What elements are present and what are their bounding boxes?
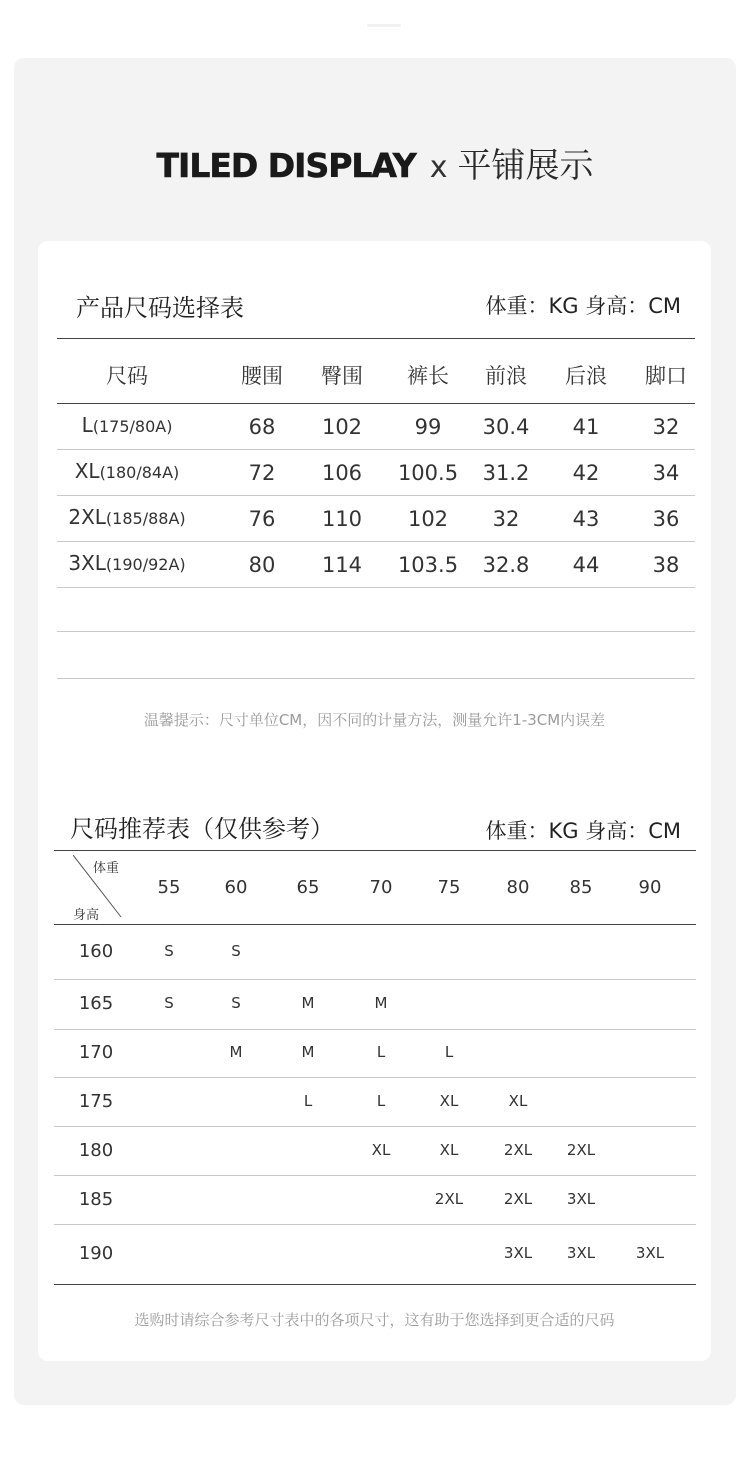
table-rule bbox=[57, 338, 695, 339]
measure-cell: 43 bbox=[572, 507, 600, 531]
size-cell bbox=[68, 551, 185, 575]
size-label: 2XL bbox=[68, 505, 106, 529]
row-divider bbox=[57, 678, 695, 679]
measure-cell: 80 bbox=[248, 553, 276, 577]
measure-cell: 114 bbox=[321, 553, 363, 577]
size-cell bbox=[82, 413, 173, 437]
row-divider bbox=[54, 1077, 696, 1078]
top-decoration bbox=[367, 24, 401, 27]
size-recommendation: 2XL bbox=[434, 1189, 464, 1208]
measure-cell: 102 bbox=[321, 415, 363, 439]
measure-cell: 30.4 bbox=[482, 415, 530, 439]
measure-cell: 44 bbox=[572, 553, 600, 577]
size-recommendation: 2XL bbox=[503, 1189, 533, 1208]
weight-header: 55 bbox=[157, 877, 181, 898]
table-rule bbox=[57, 403, 695, 404]
measure-cell: 72 bbox=[248, 461, 276, 485]
row-divider bbox=[57, 495, 695, 496]
column-header: 前浪 bbox=[485, 364, 527, 388]
measure-cell: 38 bbox=[652, 553, 680, 577]
rec-table-note: 选购时请综合参考尺寸表中的各项尺寸，这有助于您选择到更合适的尺码 bbox=[134, 1311, 615, 1329]
column-header: 腰围 bbox=[241, 364, 283, 388]
size-spec: (180/84A) bbox=[99, 463, 180, 482]
size-recommendation: S bbox=[164, 994, 174, 1012]
size-table-title: 产品尺码选择表 bbox=[76, 294, 244, 322]
banner-x: x bbox=[429, 150, 448, 185]
size-recommendation: 3XL bbox=[566, 1189, 596, 1208]
size-recommendation: M bbox=[374, 994, 388, 1012]
size-label: XL bbox=[74, 459, 100, 483]
measure-cell: 103.5 bbox=[397, 553, 459, 577]
banner-chinese: 平铺展示 bbox=[457, 146, 594, 186]
row-divider bbox=[54, 1029, 696, 1030]
measure-cell: 36 bbox=[652, 507, 680, 531]
height-cell: 165 bbox=[78, 993, 114, 1014]
height-cell: 190 bbox=[78, 1243, 114, 1264]
size-recommendation: 2XL bbox=[503, 1140, 533, 1159]
row-divider bbox=[54, 979, 696, 980]
corner-weight-label: 体重 bbox=[93, 861, 120, 876]
size-label: 3XL bbox=[68, 551, 106, 575]
measure-cell: 99 bbox=[414, 415, 442, 439]
banner bbox=[0, 138, 750, 188]
measure-cell: 106 bbox=[321, 461, 363, 485]
banner-english: TILED DISPLAY bbox=[156, 146, 416, 185]
measure-cell: 31.2 bbox=[482, 461, 530, 485]
size-recommendation: 3XL bbox=[503, 1244, 533, 1262]
size-recommendation: M bbox=[301, 994, 315, 1012]
size-recommendation: XL bbox=[439, 1140, 459, 1159]
size-recommendation: 3XL bbox=[566, 1244, 596, 1262]
measure-cell: 32 bbox=[492, 507, 520, 531]
size-recommendation: S bbox=[164, 941, 174, 960]
measure-cell: 102 bbox=[407, 507, 449, 531]
column-header: 脚口 bbox=[645, 364, 687, 388]
weight-header: 80 bbox=[506, 877, 530, 898]
size-recommendation: L bbox=[444, 1043, 454, 1061]
weight-header: 75 bbox=[437, 877, 461, 898]
measure-cell: 41 bbox=[572, 415, 600, 439]
measure-cell: 42 bbox=[572, 461, 600, 485]
column-header: 后浪 bbox=[565, 364, 607, 388]
measure-cell: 100.5 bbox=[397, 461, 459, 485]
rec-table-units: 体重：KG 身高：CM bbox=[485, 819, 681, 843]
column-header: 裤长 bbox=[407, 364, 449, 388]
row-divider bbox=[54, 1126, 696, 1127]
size-label: L bbox=[81, 413, 93, 437]
size-spec: (175/80A) bbox=[92, 417, 173, 436]
height-cell: 160 bbox=[78, 940, 114, 962]
size-recommendation: XL bbox=[371, 1140, 391, 1159]
size-recommendation: XL bbox=[508, 1091, 528, 1110]
corner-height-label: 身高 bbox=[73, 908, 100, 923]
size-recommendation: 3XL bbox=[635, 1244, 665, 1262]
weight-header: 85 bbox=[569, 877, 593, 898]
height-cell: 175 bbox=[78, 1090, 114, 1112]
measure-cell: 34 bbox=[652, 461, 680, 485]
size-table-note: 温馨提示：尺寸单位CM，因不同的计量方法，测量允许1-3CM内误差 bbox=[143, 711, 606, 729]
table-rule bbox=[54, 1284, 696, 1285]
row-divider bbox=[54, 1224, 696, 1225]
column-header: 尺码 bbox=[106, 364, 148, 388]
table-rule bbox=[54, 924, 696, 925]
height-cell: 180 bbox=[78, 1139, 114, 1161]
size-cell bbox=[68, 505, 185, 529]
size-spec: (185/88A) bbox=[105, 509, 186, 528]
column-header: 臀围 bbox=[321, 364, 363, 388]
size-recommendation: 2XL bbox=[566, 1140, 596, 1159]
height-cell: 185 bbox=[78, 1188, 114, 1210]
size-recommendation: L bbox=[303, 1091, 313, 1110]
size-table-units: 体重：KG 身高：CM bbox=[485, 294, 681, 318]
weight-header: 60 bbox=[224, 877, 248, 898]
size-recommendation: S bbox=[231, 941, 241, 960]
measure-cell: 68 bbox=[248, 415, 276, 439]
size-recommendation: L bbox=[376, 1091, 386, 1110]
weight-header: 65 bbox=[296, 877, 320, 898]
size-recommendation: L bbox=[376, 1043, 386, 1061]
row-divider bbox=[57, 631, 695, 632]
size-recommendation: M bbox=[301, 1043, 315, 1061]
size-card bbox=[38, 241, 711, 1361]
size-cell bbox=[75, 459, 180, 483]
row-divider bbox=[57, 541, 695, 542]
size-recommendation: M bbox=[229, 1043, 243, 1061]
row-divider bbox=[57, 449, 695, 450]
measure-cell: 32.8 bbox=[482, 553, 530, 577]
rec-table-title: 尺码推荐表（仅供参考） bbox=[70, 815, 334, 843]
size-spec: (190/92A) bbox=[105, 555, 186, 574]
row-divider bbox=[54, 1175, 696, 1176]
size-recommendation: S bbox=[231, 994, 241, 1012]
measure-cell: 32 bbox=[652, 415, 680, 439]
measure-cell: 110 bbox=[321, 507, 363, 531]
height-cell: 170 bbox=[78, 1042, 114, 1063]
row-divider bbox=[57, 587, 695, 588]
size-recommendation: XL bbox=[439, 1091, 459, 1110]
measure-cell: 76 bbox=[248, 507, 276, 531]
weight-header: 70 bbox=[369, 877, 393, 898]
table-rule bbox=[54, 850, 696, 851]
weight-header: 90 bbox=[638, 877, 662, 898]
